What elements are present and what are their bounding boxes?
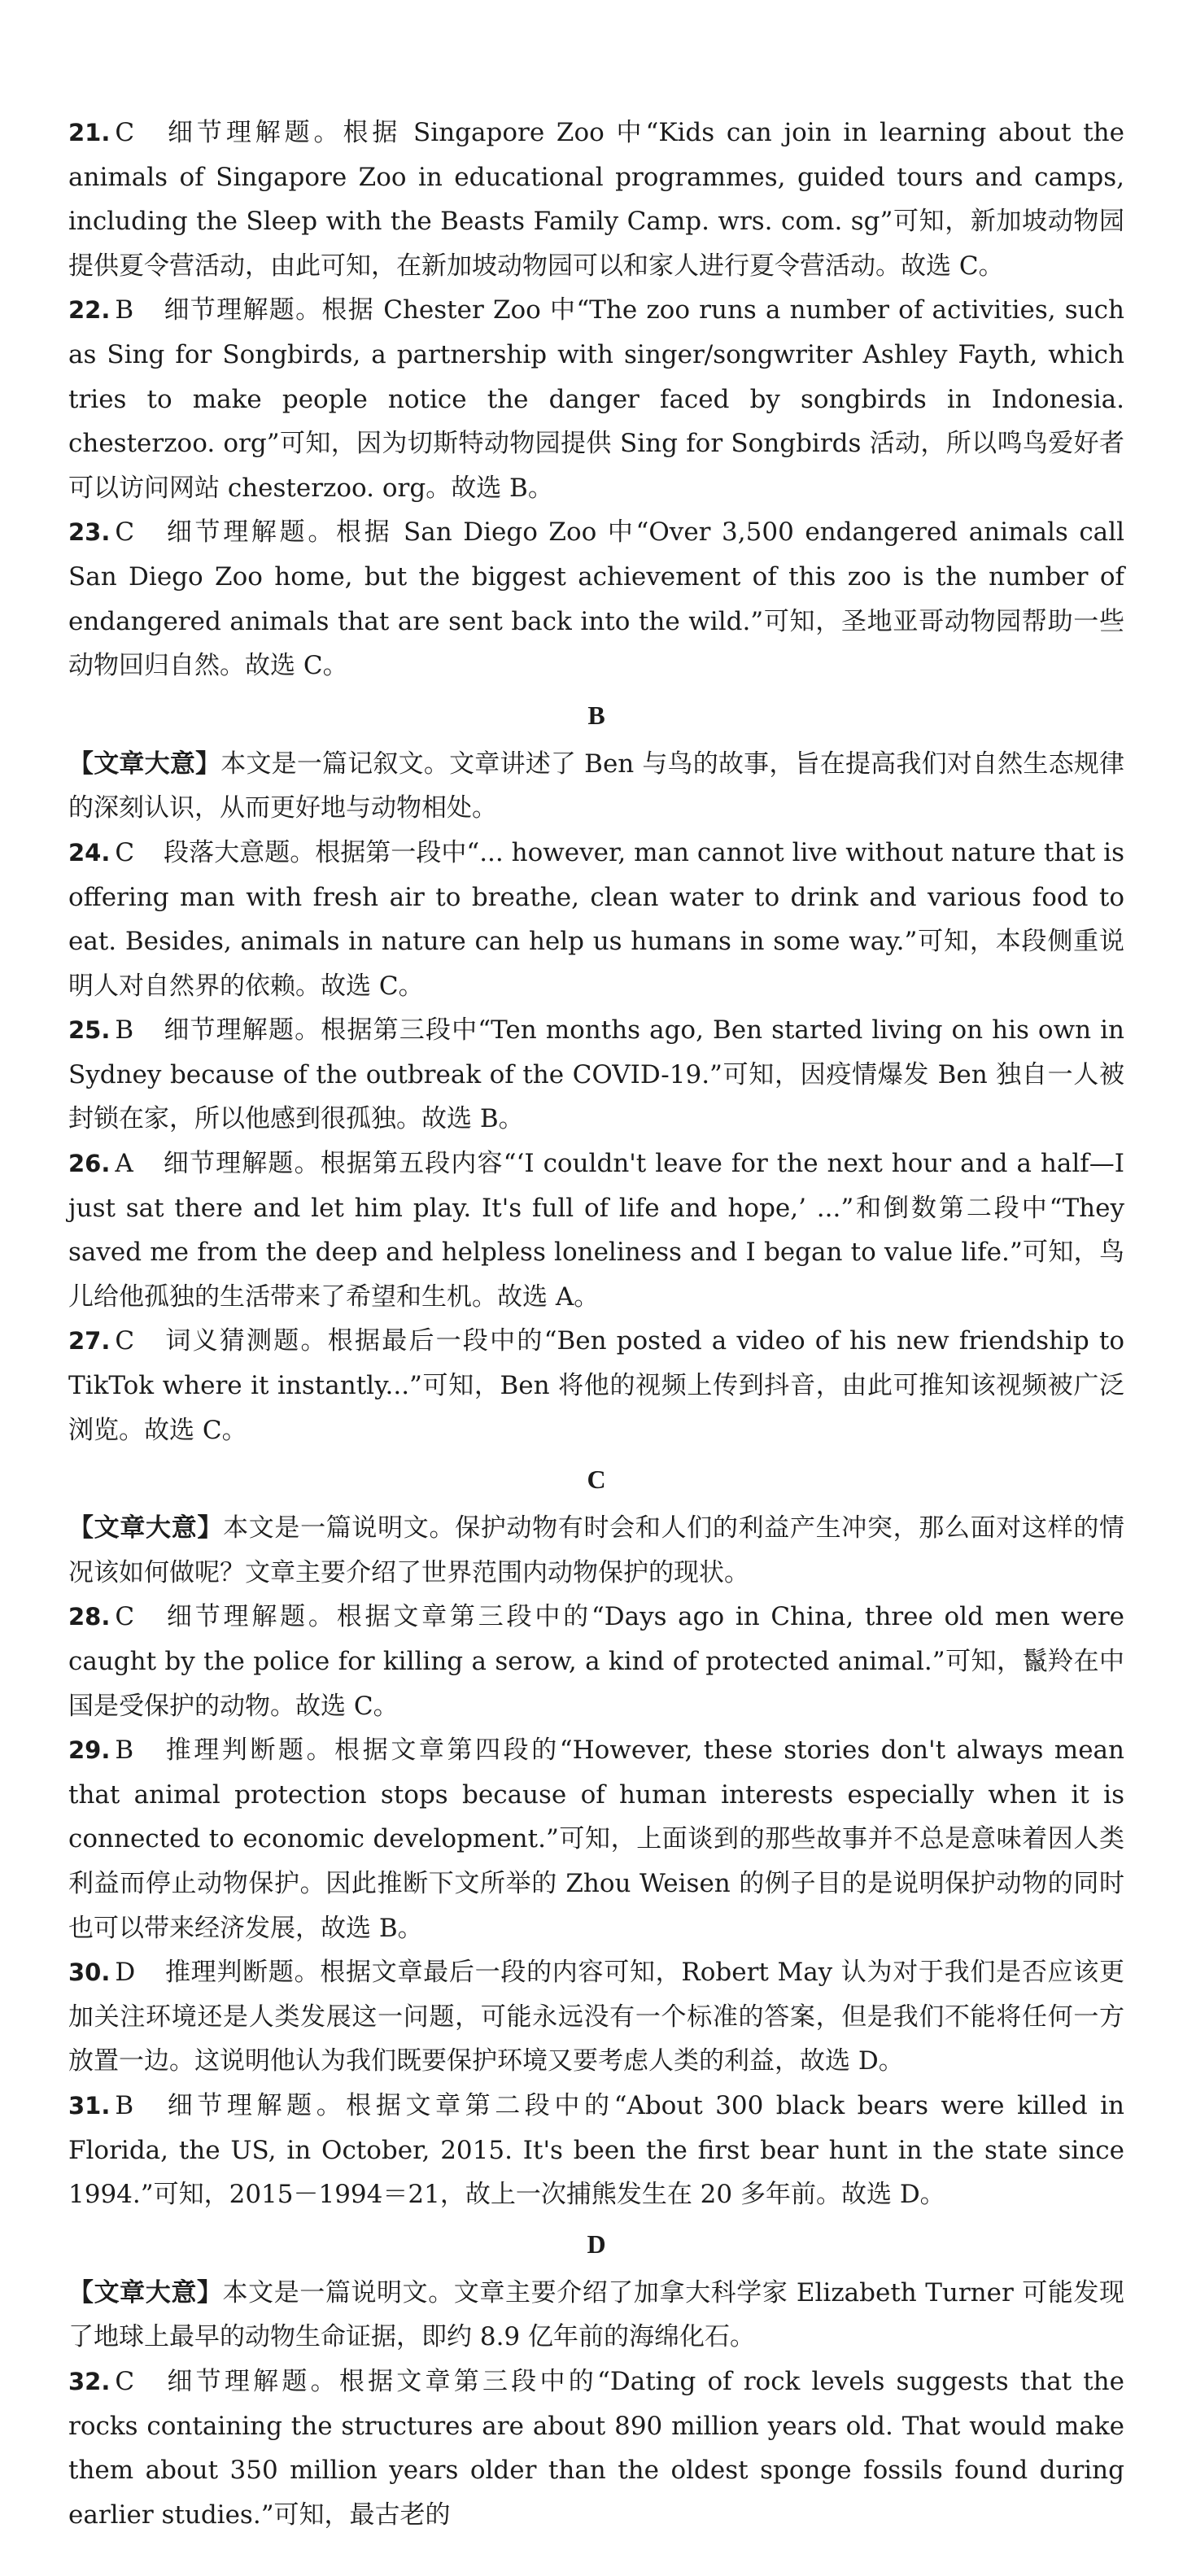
answer-letter: A	[115, 1149, 133, 1179]
answer-letter: B	[115, 1736, 134, 1766]
explanation-text: 推理判断题。根据文章最后一段的内容可知，Robert May 认为对于我们是否应该更加关注环境还是人类发展这一问题，可能永远没有一个标准的答案，但是我们不能将任何一方放置一边。这说明他认为我们既要保护环境又要考虑人类的利益，故选 D。	[68, 1958, 1124, 2076]
explanation-text: 细节理解题。根据 San Diego Zoo 中“Over 3,500 endangered animals call San Diego Zoo home, but the biggest achievement of this zoo is the number of endangered animals that are sent back into the wild.”可知，圣地亚哥动物园帮助一些动物回归自然。故选 C。	[68, 517, 1124, 681]
answer-item-21	[68, 111, 1124, 288]
passage-summary-b	[68, 742, 1124, 831]
question-number: 32.	[68, 2367, 111, 2395]
summary-text: 本文是一篇记叙文。文章讲述了 Ben 与鸟的故事，旨在提高我们对自然生态规律的深刻认识，从而更好地与动物相处。	[68, 749, 1125, 823]
explanation-text: 细节理解题。根据第五段内容“‘I couldn't leave for the next hour and a half—I just sat there and let him play. It's full of life and hope,’ ...”和倒数第二段中“They saved me from the deep and helpless loneliness and I began to value life.”可知，鸟儿给他孤独的生活带来了希望和生机。故选 A。	[68, 1149, 1124, 1312]
answer-letter: C	[115, 1602, 135, 1632]
answer-letter: C	[115, 837, 135, 867]
question-number: 30.	[68, 1958, 111, 1987]
answer-item-30	[68, 1950, 1124, 2084]
explanation-text: 推理判断题。根据文章第四段的“However, these stories don't always mean that animal protection stops because of human interests especially when it is connected to economic development.”可知，上面谈到的那些故事并不总是意味着因人类利益而停止动物保护。因此推断下文所举的 Zhou Weisen 的例子目的是说明保护动物的同时也可以带来经济发展，故选 B。	[68, 1736, 1124, 1943]
explanation-text: 细节理解题。根据 Chester Zoo 中“The zoo runs a number of activities, such as Sing for Songbirds, a partnership with singer/songwriter Ashley Fayth, which tries to make people notice the danger faced by songbirds in Indonesia. chesterzoo. org”可知，因为切斯特动物园提供 Sing for Songbirds 活动，所以鸣鸟爱好者可以访问网站 chesterzoo. org。故选 B。	[68, 295, 1124, 503]
summary-text: 本文是一篇说明文。文章主要介绍了加拿大科学家 Elizabeth Turner 可能发现了地球上最早的动物生命证据，即约 8.9 亿年前的海绵化石。	[68, 2277, 1124, 2352]
summary-tag: 【文章大意】	[68, 1513, 224, 1543]
question-number: 26.	[68, 1150, 111, 1178]
answer-item-32	[68, 2360, 1124, 2537]
answer-letter: D	[115, 1958, 136, 1988]
answer-letter: C	[115, 2366, 135, 2396]
section-heading-c: C	[587, 1465, 606, 1495]
question-number: 22.	[68, 296, 111, 325]
answer-item-28	[68, 1595, 1124, 1728]
answer-item-29	[68, 1728, 1124, 1950]
answer-item-22	[68, 288, 1124, 510]
question-number: 24.	[68, 838, 111, 867]
explanation-text: 细节理解题。根据文章第二段中的“About 300 black bears were killed in Florida, the US, in October, 2015. It's been the first bear hunt in the state since 1994.”可知，2015－1994＝21，故上一次捕熊发生在 20 多年前。故选 D。	[68, 2090, 1124, 2210]
summary-tag: 【文章大意】	[68, 749, 221, 779]
summary-tag: 【文章大意】	[68, 2277, 223, 2307]
answer-item-31	[68, 2084, 1124, 2217]
answer-item-23	[68, 510, 1124, 688]
question-number: 27.	[68, 1327, 111, 1356]
answer-item-24	[68, 831, 1124, 1008]
answer-item-26	[68, 1142, 1124, 1319]
passage-summary-c	[68, 1506, 1124, 1595]
answer-letter: B	[115, 2090, 134, 2120]
answer-letter: C	[115, 1326, 135, 1356]
question-number: 28.	[68, 1603, 111, 1631]
explanation-text: 词义猜测题。根据最后一段中的“Ben posted a video of his new friendship to TikTok where it instantly...”可知，Ben 将他的视频上传到抖音，由此可推知该视频被广泛浏览。故选 C。	[68, 1326, 1124, 1445]
explanation-text: 细节理解题。根据 Singapore Zoo 中“Kids can join in learning about the animals of Singapore Zoo in educational programmes, guided tours and camps, including the Sleep with the Beasts Family Camp. wrs. com. sg”可知，新加坡动物园提供夏令营活动，由此可知，在新加坡动物园可以和家人进行夏令营活动。故选 C。	[68, 118, 1124, 281]
explanation-text: 段落大意题。根据第一段中“... however, man cannot live without nature that is offering man with fresh air to breathe, clean water to drink and various food to eat. Besides, animals in nature can help us humans in some way.”可知，本段侧重说明人对自然界的依赖。故选 C。	[68, 837, 1124, 1001]
answer-item-27	[68, 1319, 1124, 1452]
explanation-text: 细节理解题。根据文章第三段中的“Dating of rock levels suggests that the rocks containing the structures are about 890 million years old. That would make them about 350 million years older than the oldest sponge fossils found during earlier studies.”可知，最古老的	[68, 2366, 1124, 2530]
answer-key-page	[68, 111, 1124, 2537]
question-number: 21.	[68, 119, 111, 146]
question-number: 31.	[68, 2091, 111, 2120]
section-heading-d: D	[587, 2229, 606, 2259]
explanation-text: 细节理解题。根据第三段中“Ten months ago, Ben started living on his own in Sydney because of the outbreak of the COVID-19.”可知，因疫情爆发 Ben 独自一人被封锁在家，所以他感到很孤独。故选 B。	[68, 1015, 1124, 1134]
answer-item-25	[68, 1008, 1124, 1142]
question-number: 25.	[68, 1016, 111, 1045]
explanation-text: 细节理解题。根据文章第三段中的“Days ago in China, three old men were caught by the police for killing a serow, a kind of protected animal.”可知，鬣羚在中国是受保护的动物。故选 C。	[68, 1602, 1124, 1721]
passage-summary-d	[68, 2271, 1124, 2360]
section-heading-b: B	[587, 700, 605, 730]
question-number: 29.	[68, 1736, 111, 1765]
answer-letter: B	[115, 295, 134, 325]
answer-letter: C	[115, 118, 135, 147]
answer-letter: C	[115, 517, 135, 548]
answer-letter: B	[115, 1015, 134, 1046]
question-number: 23.	[68, 518, 111, 547]
summary-text: 本文是一篇说明文。保护动物有时会和人们的利益产生冲突，那么面对这样的情况该如何做呢？文章主要介绍了世界范围内动物保护的现状。	[68, 1513, 1125, 1587]
